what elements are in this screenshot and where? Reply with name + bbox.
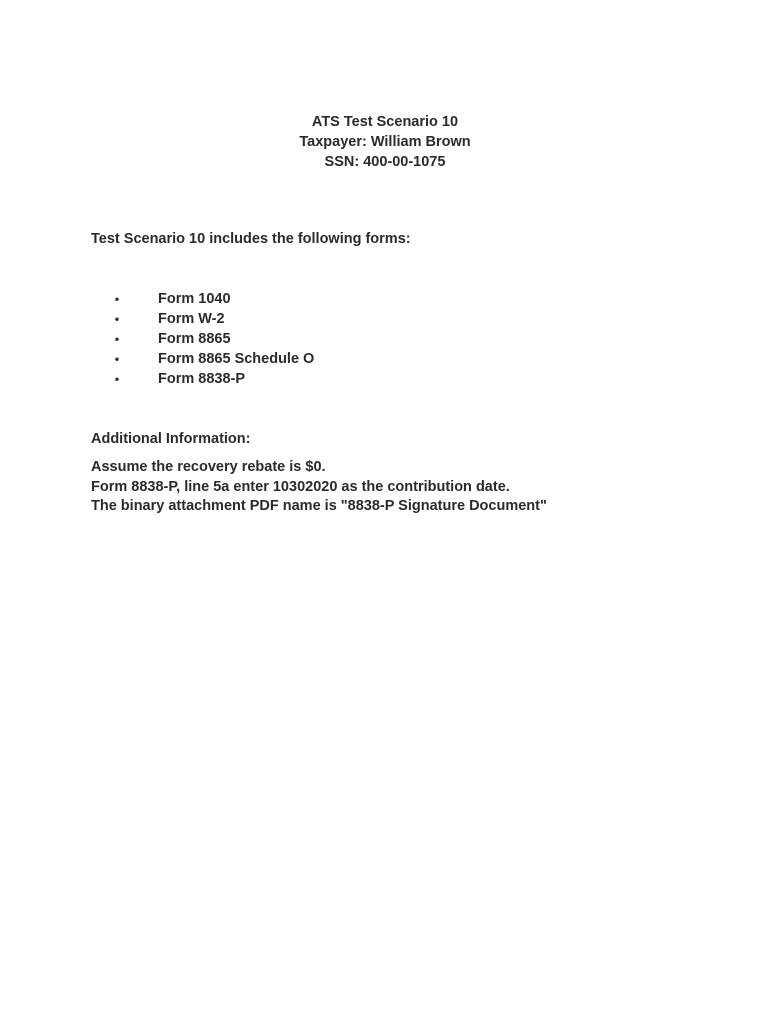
form-label: Form 8865 [158, 331, 231, 347]
bullet-icon: • [114, 372, 120, 386]
forms-intro: Test Scenario 10 includes the following forms: [91, 231, 411, 247]
note-line: Form 8838-P, line 5a enter 10302020 as the contribution date. [91, 478, 510, 495]
note-line: The binary attachment PDF name is "8838-P Signature Document" [91, 498, 547, 514]
taxpayer-ssn: SSN: 400-00-1075 [324, 154, 446, 170]
document-title: ATS Test Scenario 10 [311, 114, 459, 130]
taxpayer-name: Taxpayer: William Brown [299, 134, 471, 150]
additional-info-heading: Additional Information: [91, 431, 251, 447]
bullet-icon: • [114, 332, 120, 346]
note-line: Assume the recovery rebate is $0. [91, 459, 326, 475]
form-label: Form 8838-P [158, 371, 246, 387]
form-label: Form W-2 [158, 311, 225, 327]
bullet-icon: • [114, 352, 120, 366]
document-header [0, 112, 770, 172]
additional-info-notes [91, 458, 547, 517]
form-label: Form 8865 Schedule O [158, 351, 315, 367]
bullet-icon: • [114, 312, 120, 326]
form-label: Form 1040 [158, 291, 231, 307]
bullet-icon: • [114, 292, 120, 306]
